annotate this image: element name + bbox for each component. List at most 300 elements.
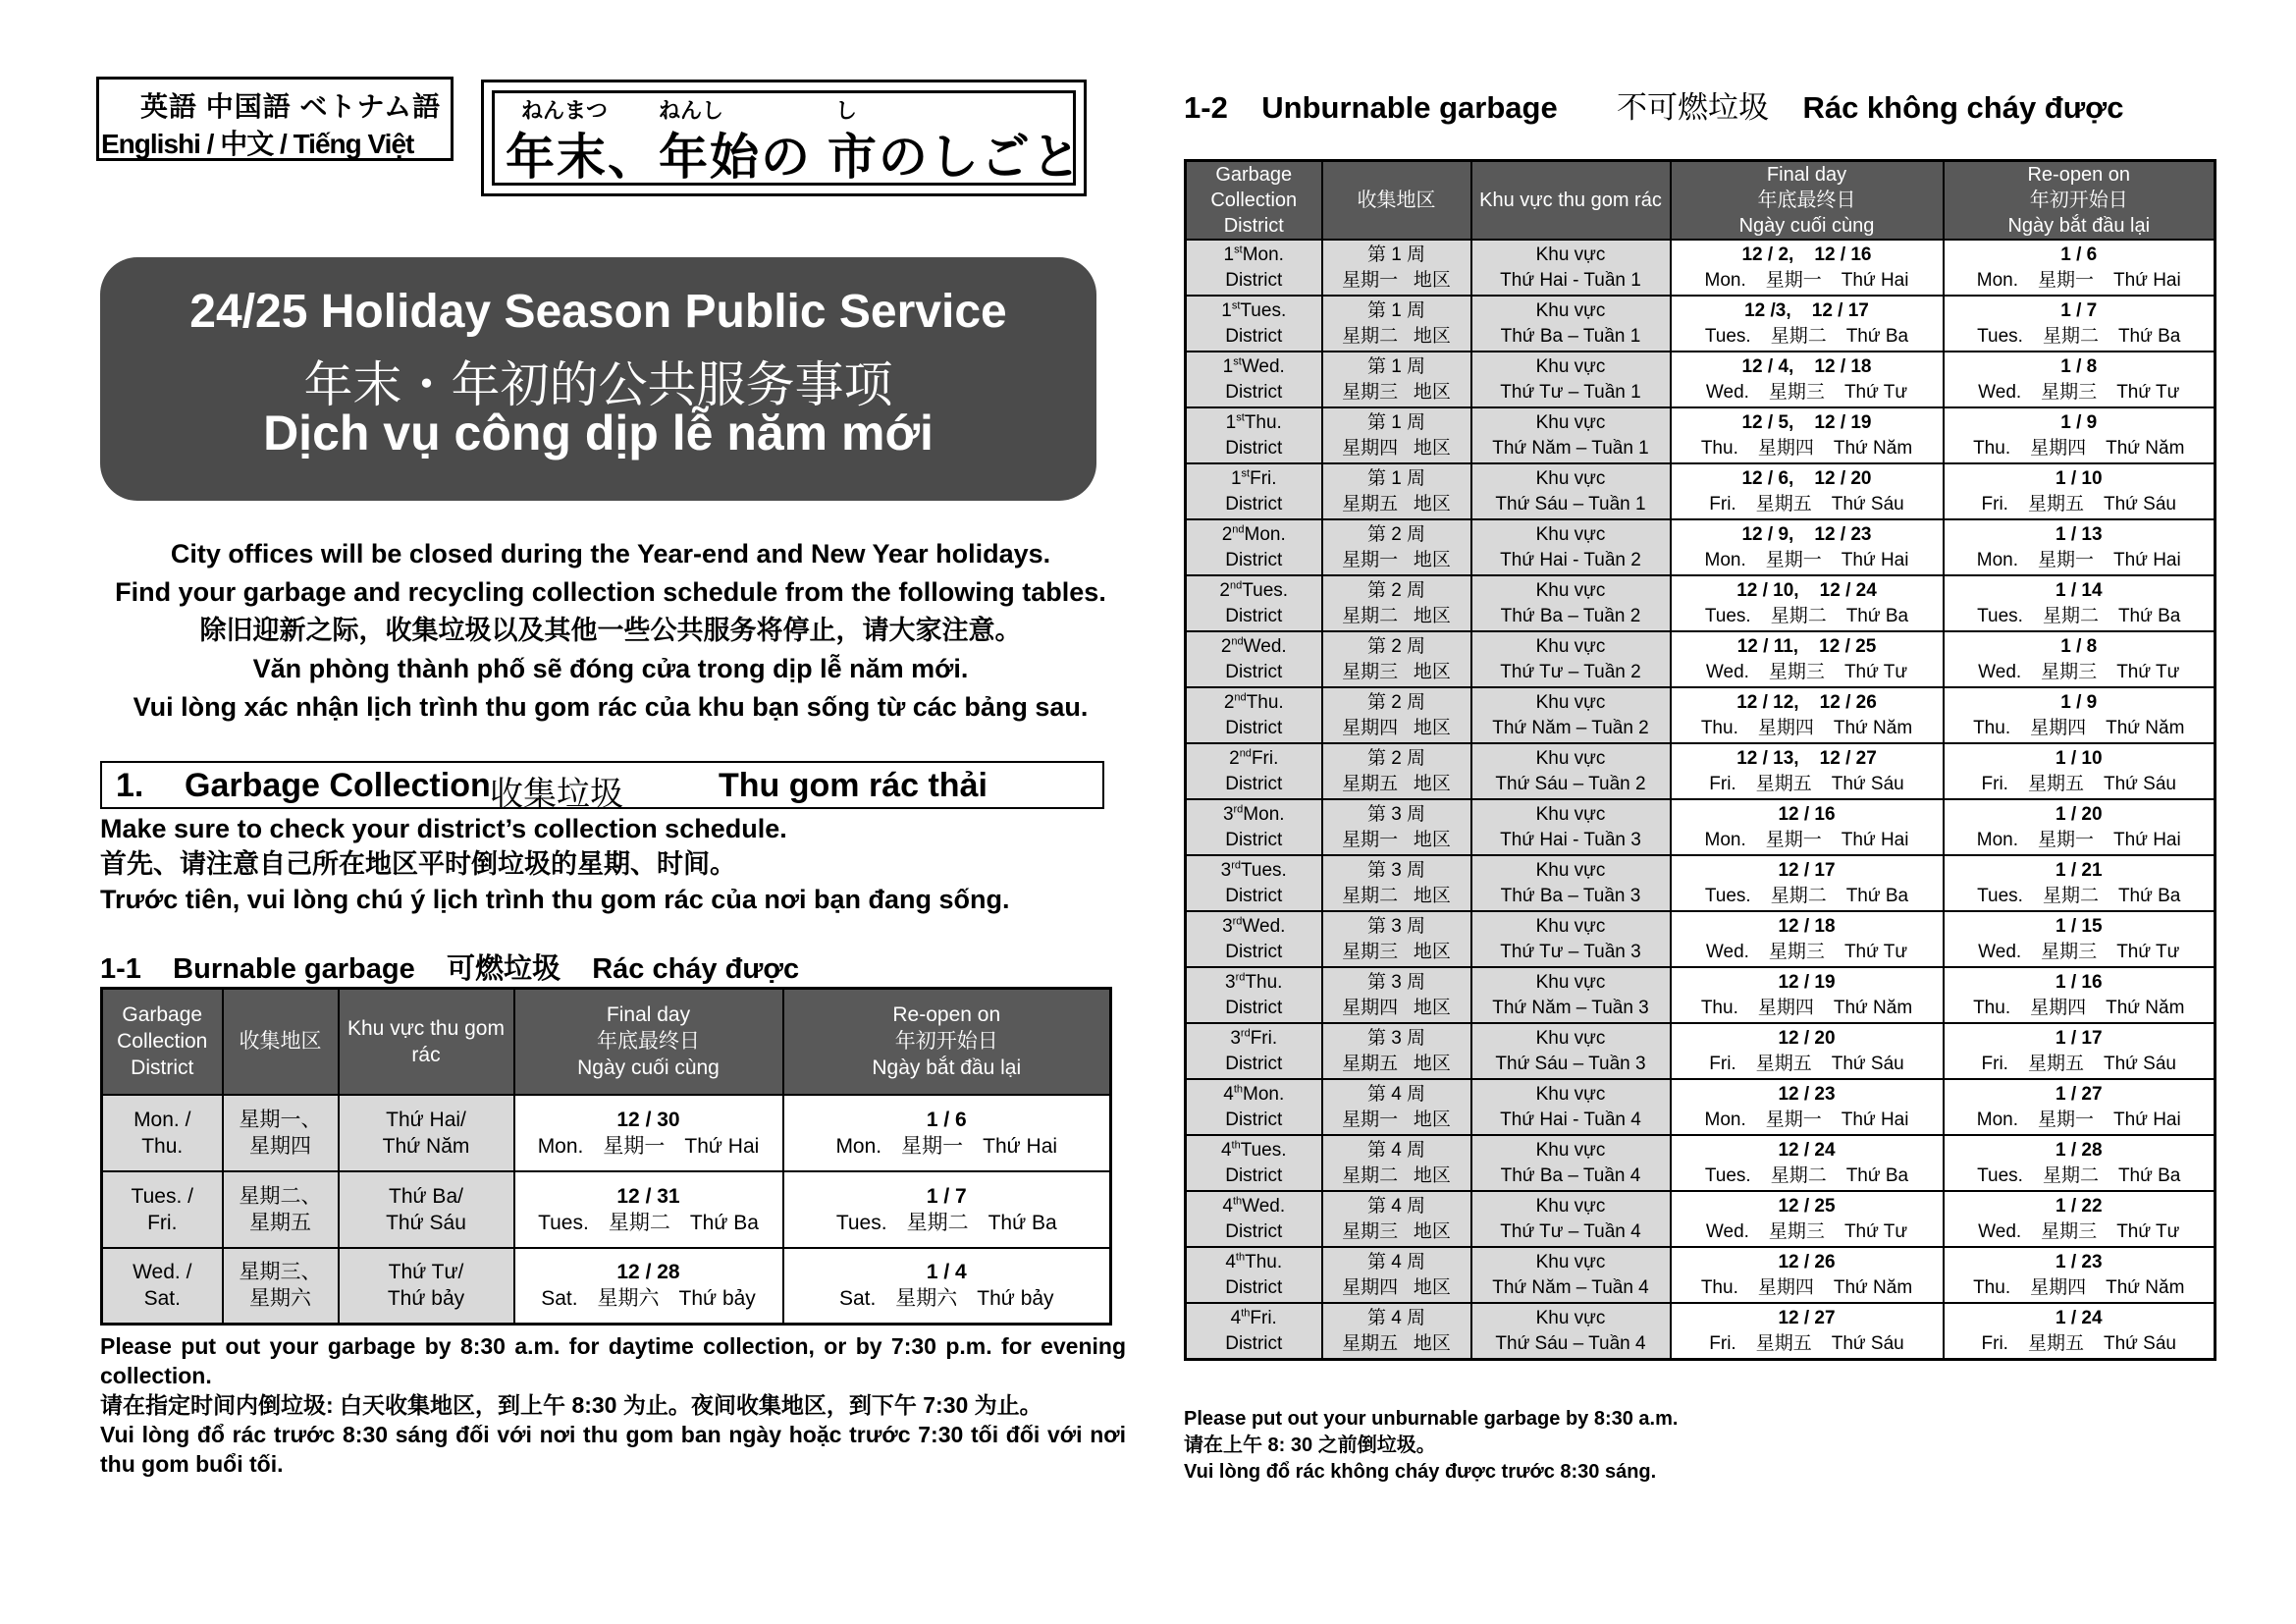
reopen-date: 1 / 21 (2055, 859, 2103, 881)
district-cn-cell (1322, 1303, 1471, 1360)
day-cn: 星期四 (1342, 1276, 1399, 1298)
intro-line: City offices will be closed during the Year-end and New Year holidays. (170, 539, 1051, 568)
reopen-cell (783, 1171, 1111, 1248)
final-date: 12 / 5, 12 / 19 (1741, 411, 1872, 433)
header-text: Final day (606, 1003, 691, 1027)
final-date: 12 / 30 (616, 1108, 680, 1131)
district-vn-cell (1471, 1191, 1671, 1247)
week-cn: 第 2 周 (1366, 635, 1426, 657)
area-cn: 地区 (1413, 381, 1451, 403)
area-cn: 地区 (1413, 661, 1451, 682)
cell-text: Thứ Năm (382, 1134, 470, 1158)
area-cn: 地区 (1413, 1164, 1451, 1186)
ordinal: 3 (1222, 803, 1234, 825)
area-cn: 地区 (1413, 941, 1451, 962)
ordinal: 4 (1222, 1195, 1233, 1217)
day-cn: 星期五 (1342, 1332, 1399, 1354)
district-cell (1186, 352, 1322, 407)
header-district-vn (339, 989, 514, 1095)
final-date: 12 / 19 (1778, 971, 1836, 993)
week-cn: 第 1 周 (1366, 467, 1426, 489)
day-en: Thu. (1245, 1251, 1283, 1272)
district-cn-cell (1322, 631, 1471, 687)
cell-text: 星期六 (249, 1287, 311, 1311)
reopen-date: 1 / 7 (2060, 299, 2098, 321)
header-text: Re-open on (892, 1003, 1001, 1027)
day-en: Tues. (1240, 299, 1287, 321)
district-cell (102, 1171, 223, 1248)
week-cn: 第 3 周 (1366, 971, 1426, 993)
cell-text: Khu vực (1535, 1027, 1606, 1049)
day-vn: Thứ Ba (988, 1211, 1057, 1234)
cell-text: District (1225, 1276, 1283, 1298)
ordinal: 1 (1225, 411, 1237, 433)
reopen-date: 1 / 23 (2055, 1251, 2103, 1272)
table-row (1186, 1079, 2216, 1135)
day-cn: 星期三 (2041, 941, 2098, 962)
table-row (1186, 296, 2216, 352)
day-cn: 星期四 (1757, 717, 1814, 738)
ordinal: 3 (1230, 1027, 1241, 1049)
cell-text: District (1225, 941, 1283, 962)
table-row (1186, 519, 2216, 575)
day-en: Thu. (1973, 437, 2011, 459)
district-cn-cell (1322, 687, 1471, 743)
cell-text: Khu vực (1535, 859, 1606, 881)
cell-text: District (1225, 1332, 1283, 1354)
header-final-day (1671, 161, 1944, 241)
day-vn: Thứ Năm (1833, 437, 1913, 459)
day-en: Wed. (1705, 661, 1749, 682)
header-final-day (514, 989, 783, 1095)
day-vn: Thứ Sáu (1831, 1332, 1904, 1354)
header-district-cn (1322, 161, 1471, 241)
cell-text: Sat. (143, 1287, 181, 1311)
day-cn: 星期二 (1770, 1164, 1827, 1186)
week-cn: 第 1 周 (1366, 244, 1426, 265)
banner-title-en: 24/25 Holiday Season Public Service (189, 286, 1007, 338)
cell-text: Khu vực (1535, 411, 1606, 433)
day-vn: Thứ Hai (684, 1134, 760, 1158)
cell-text: Khu vực (1535, 1307, 1606, 1328)
ordinal-suffix: th (1241, 1307, 1251, 1320)
day-en: Wed. (1978, 1220, 2022, 1242)
cell-text: Thứ Hai/ (386, 1108, 466, 1131)
final-day-cell (1671, 1079, 1944, 1135)
header-district-vn (1471, 161, 1671, 241)
reopen-cell (1944, 967, 2216, 1023)
final-day-cell (1671, 1247, 1944, 1303)
final-date: 12 / 16 (1778, 803, 1836, 825)
day-en: Tues. (538, 1211, 589, 1234)
day-vn: Thứ Sáu (2103, 773, 2176, 794)
day-vn: Thứ bảy (678, 1287, 756, 1311)
day-en: Wed. (1978, 941, 2022, 962)
cell-text: District (1225, 1109, 1283, 1130)
cell-text: Wed. / (133, 1261, 192, 1284)
header-text: 收集地区 (239, 1030, 322, 1054)
day-en: Thu. (1973, 997, 2011, 1018)
ordinal-suffix: nd (1239, 747, 1252, 760)
note-line: Please put out your garbage by 8:30 a.m. for daytime collection, or by 7:30 p.m. for evening collection. (100, 1333, 1126, 1388)
final-day-cell (1671, 240, 1944, 296)
week-cn: 第 3 周 (1366, 859, 1426, 881)
district-cn-cell (1322, 519, 1471, 575)
table-row (1186, 1247, 2216, 1303)
ordinal: 1 (1230, 467, 1242, 489)
day-en: Mon. (1976, 269, 2019, 291)
ordinal: 2 (1223, 691, 1235, 713)
day-cn: 星期五 (1342, 773, 1399, 794)
final-day-cell (1671, 463, 1944, 519)
reopen-date: 1 / 8 (2060, 355, 2098, 377)
district-cn-cell (1322, 1247, 1471, 1303)
ordinal: 3 (1220, 859, 1232, 881)
district-cell (102, 1095, 223, 1171)
cell-text: Khu vực (1535, 1251, 1606, 1272)
day-cn: 星期二 (2042, 605, 2099, 626)
day-vn: Thứ Tư (2116, 381, 2180, 403)
unburnable-notes (1184, 1406, 1678, 1486)
day-cn: 星期四 (1342, 997, 1399, 1018)
cell-text: Thứ bảy (387, 1287, 465, 1311)
final-date: 12 / 27 (1778, 1307, 1836, 1328)
table-row (1186, 1135, 2216, 1191)
week-cn: 第 1 周 (1366, 355, 1426, 377)
day-vn: Thứ Tư (1843, 661, 1908, 682)
day-cn: 星期五 (2027, 1053, 2084, 1074)
note-line: Vui lòng đổ rác trước 8:30 sáng đối với nơi thu gom ban ngày hoặc trước 7:30 tối đối với nơi thu gom buổi tối. (100, 1422, 1126, 1477)
district-vn-cell (1471, 519, 1671, 575)
section-number: 1. (116, 767, 144, 804)
district-cell (1186, 1079, 1322, 1135)
note-line: Please put out your unburnable garbage by 8:30 a.m. (1184, 1408, 1679, 1430)
reopen-date: 1 / 8 (2060, 635, 2098, 657)
final-day-cell (1671, 631, 1944, 687)
district-cn-cell (1322, 743, 1471, 799)
table-row (1186, 407, 2216, 463)
district-cell (1186, 911, 1322, 967)
day-cn: 星期三 (2041, 1220, 2098, 1242)
district-vn-cell (1471, 743, 1671, 799)
note-line: 请在上午 8: 30 之前倒垃圾。 (1184, 1435, 1436, 1456)
intro-line: 除旧迎新之际，收集垃圾以及其他一些公共服务将停止，请大家注意。 (199, 616, 1022, 645)
day-vn: Thứ Sáu (2103, 493, 2176, 514)
district-cell (1186, 1135, 1322, 1191)
district-vn-cell (1471, 463, 1671, 519)
district-cn-cell (1322, 911, 1471, 967)
ordinal: 2 (1219, 579, 1230, 601)
day-cn: 星期五 (2027, 1332, 2084, 1354)
table-row (1186, 855, 2216, 911)
day-cn: 星期三 (2041, 661, 2098, 682)
reopen-cell (1944, 687, 2216, 743)
district-cn-cell (223, 1171, 339, 1248)
ordinal-suffix: nd (1234, 691, 1247, 704)
cell-text: 星期四 (249, 1134, 311, 1158)
reopen-date: 1 / 22 (2055, 1195, 2103, 1217)
district-cn-cell (1322, 352, 1471, 407)
section-1-heading (100, 761, 1104, 813)
header-text: Garbage (122, 1003, 203, 1027)
day-en: Fri. (1981, 773, 2008, 794)
ordinal-suffix: rd (1231, 859, 1242, 872)
cell-text: Khu vực (1535, 467, 1606, 489)
ordinal: 2 (1229, 747, 1240, 769)
ordinal: 4 (1225, 1251, 1236, 1272)
district-vn-cell (1471, 1247, 1671, 1303)
cell-text: Khu vực (1535, 747, 1606, 769)
day-vn: Thứ Hai (1841, 549, 1909, 570)
day-vn: Thứ Ba (1845, 1164, 1909, 1186)
reopen-cell (783, 1248, 1111, 1325)
reopen-date: 1 / 7 (926, 1184, 967, 1208)
day-cn: 星期二 (2042, 885, 2099, 906)
district-cell (1186, 631, 1322, 687)
section-line: Make sure to check your district’s collection schedule. (100, 814, 787, 843)
table-row (1186, 1023, 2216, 1079)
day-cn: 星期一 (1765, 1109, 1822, 1130)
day-en: Fri. (1250, 1027, 1278, 1049)
day-en: Tues. (1977, 1164, 2023, 1186)
day-en: Wed. (1243, 635, 1287, 657)
header-text: Final day (1766, 164, 1847, 186)
day-cn: 星期三 (1768, 941, 1825, 962)
day-cn: 星期四 (2030, 1276, 2087, 1298)
cell-text: Khu vực (1535, 971, 1606, 993)
day-cn: 星期三 (1768, 661, 1825, 682)
table-row (1186, 631, 2216, 687)
final-date: 12 / 23 (1778, 1083, 1836, 1105)
day-vn: Thứ Tư (2116, 1220, 2180, 1242)
day-cn: 星期一 (1765, 269, 1822, 291)
day-vn: Thứ bảy (977, 1287, 1054, 1311)
day-en: Wed. (1242, 1195, 1286, 1217)
day-cn: 星期一 (1342, 1109, 1399, 1130)
ordinal: 1 (1221, 299, 1232, 321)
ordinal-suffix: st (1231, 299, 1241, 312)
day-en: Fri. (1981, 1332, 2008, 1354)
day-en: Tues. (1241, 859, 1287, 881)
header-text: 年底最终日 (1757, 189, 1856, 211)
reopen-date: 1 / 10 (2055, 467, 2103, 489)
table-row (1186, 1303, 2216, 1360)
table-row (1186, 575, 2216, 631)
heading-num: 1-1 (100, 953, 141, 985)
reopen-date: 1 / 28 (2055, 1139, 2103, 1161)
week-cn: 第 4 周 (1366, 1307, 1426, 1328)
cell-text: Tues. / (131, 1184, 193, 1208)
cell-text: Khu vực (1535, 691, 1606, 713)
ordinal: 3 (1225, 971, 1236, 993)
day-cn: 星期一 (2038, 549, 2095, 570)
final-day-cell (1671, 967, 1944, 1023)
area-cn: 地区 (1413, 997, 1451, 1018)
day-cn: 星期二 (1770, 325, 1827, 347)
reopen-cell (1944, 352, 2216, 407)
district-vn-cell (1471, 575, 1671, 631)
ordinal: 3 (1222, 915, 1233, 937)
ordinal-suffix: rd (1240, 1027, 1251, 1040)
cell-text: District (1225, 493, 1283, 514)
day-week-vn: Thứ Sáu – Tuần 2 (1495, 773, 1646, 794)
day-vn: Thứ Tư (2116, 661, 2180, 682)
heading-cn: 可燃垃圾 (446, 953, 561, 985)
cell-text: District (1225, 605, 1283, 626)
reopen-date: 1 / 15 (2055, 915, 2103, 937)
day-en: Mon. (1243, 1083, 1285, 1105)
day-cn: 星期一 (2038, 269, 2095, 291)
header-text: Collection (117, 1030, 208, 1054)
district-vn-cell (339, 1248, 514, 1325)
banner-title-cn: 年末・年初的公共服务事项 (303, 357, 893, 412)
district-vn-cell (1471, 1303, 1671, 1360)
day-vn: Thứ Hai (2113, 269, 2181, 291)
table-row (1186, 1191, 2216, 1247)
day-vn: Thứ Hai (2113, 829, 2181, 850)
district-cn-cell (1322, 1191, 1471, 1247)
day-vn: Thứ Hai (2113, 549, 2181, 570)
header-text: Khu vực thu gom rác (347, 1016, 505, 1066)
day-en: Thu. (1700, 997, 1738, 1018)
district-cell (1186, 799, 1322, 855)
area-cn: 地区 (1413, 1109, 1451, 1130)
day-en: Tues. (1704, 885, 1751, 906)
final-date: 12 / 2, 12 / 16 (1741, 244, 1872, 265)
ordinal-suffix: st (1233, 355, 1242, 368)
reopen-date: 1 / 10 (2055, 747, 2103, 769)
reopen-cell (1944, 1191, 2216, 1247)
district-cn-cell (223, 1095, 339, 1171)
ordinal-suffix: st (1234, 244, 1243, 256)
header-district (102, 989, 223, 1095)
day-cn: 星期一 (1342, 829, 1399, 850)
final-date: 12 / 25 (1778, 1195, 1836, 1217)
day-en: Mon. (1704, 269, 1746, 291)
note-line: Vui lòng đổ rác không cháy được trước 8:30 sáng. (1184, 1461, 1657, 1483)
intro-text (100, 535, 1121, 727)
day-en: Wed. (1242, 915, 1286, 937)
district-cn-cell (1322, 799, 1471, 855)
final-date: 12 /3, 12 / 17 (1744, 299, 1869, 321)
reopen-cell (1944, 407, 2216, 463)
day-vn: Thứ Năm (2106, 997, 2185, 1018)
day-vn: Thứ Ba (1845, 885, 1909, 906)
day-en: Wed. (1978, 661, 2022, 682)
day-cn: 星期四 (2030, 717, 2087, 738)
reopen-date: 1 / 24 (2055, 1307, 2103, 1328)
header-text: Collection (1210, 189, 1298, 211)
header-text: Khu vực thu gom rác (1479, 189, 1662, 211)
day-cn: 星期四 (2030, 997, 2087, 1018)
final-day-cell (1671, 911, 1944, 967)
day-cn: 星期三 (1768, 1220, 1825, 1242)
day-en: Fri. (1709, 773, 1736, 794)
day-en: Mon. (1704, 549, 1746, 570)
table-row (1186, 743, 2216, 799)
day-en: Tues. (1240, 1139, 1287, 1161)
section-line: 首先、请注意自己所在地区平时倒垃圾的星期、时间。 (100, 849, 736, 879)
day-cn: 星期三 (1768, 381, 1825, 403)
district-cell (1186, 575, 1322, 631)
table-row (102, 1248, 1111, 1325)
district-vn-cell (1471, 1079, 1671, 1135)
day-cn: 星期二 (2042, 1164, 2099, 1186)
final-day-cell (1671, 575, 1944, 631)
week-cn: 第 2 周 (1366, 579, 1426, 601)
section-title-cn: 收集垃圾 (490, 776, 623, 813)
final-date: 12 / 24 (1778, 1139, 1836, 1161)
week-cn: 第 1 周 (1366, 299, 1426, 321)
day-en: Wed. (1978, 381, 2022, 403)
ordinal-suffix: rd (1232, 915, 1243, 928)
cell-text: Khu vực (1535, 1195, 1606, 1217)
day-week-vn: Thứ Năm – Tuần 1 (1492, 437, 1649, 459)
header-text: Ngày bắt đầu lại (872, 1056, 1022, 1080)
header-text: District (1223, 215, 1284, 237)
day-en: Tues. (1704, 325, 1751, 347)
final-day-cell (1671, 352, 1944, 407)
day-en: Fri. (1981, 493, 2008, 514)
day-vn: Thứ Ba (689, 1211, 759, 1234)
day-week-vn: Thứ Ba – Tuần 1 (1500, 325, 1641, 347)
header-text: Ngày cuối cùng (1738, 215, 1875, 237)
day-en: Mon. (835, 1134, 882, 1158)
day-en: Tues. (1977, 885, 2023, 906)
district-vn-cell (1471, 1023, 1671, 1079)
reopen-date: 1 / 27 (2055, 1083, 2103, 1105)
unburnable-heading (1184, 82, 2123, 127)
day-en: Wed. (1241, 355, 1285, 377)
final-day-cell (1671, 519, 1944, 575)
reopen-cell (1944, 1247, 2216, 1303)
day-en: Fri. (1250, 467, 1277, 489)
intro-line: Văn phòng thành phố sẽ đóng cửa trong dịp lễ năm mới. (252, 654, 969, 683)
day-en: Wed. (1705, 941, 1749, 962)
cell-text: District (1225, 661, 1283, 682)
reopen-date: 1 / 14 (2055, 579, 2103, 601)
final-date: 12 / 9, 12 / 23 (1741, 523, 1872, 545)
header-text: 收集地区 (1357, 189, 1436, 211)
day-vn: Thứ Ba (1845, 605, 1909, 626)
cell-text: Thứ Ba/ (389, 1184, 463, 1208)
day-cn: 星期一 (901, 1134, 964, 1158)
reopen-cell (1944, 296, 2216, 352)
day-week-vn: Thứ Hai - Tuần 2 (1500, 549, 1641, 570)
district-cell (1186, 1247, 1322, 1303)
ordinal-suffix: st (1236, 411, 1245, 424)
ordinal: 1 (1222, 355, 1234, 377)
day-week-vn: Thứ Ba – Tuần 2 (1500, 605, 1641, 626)
area-cn: 地区 (1413, 549, 1451, 570)
day-week-vn: Thứ Ba – Tuần 3 (1500, 885, 1641, 906)
day-cn: 星期五 (2027, 493, 2084, 514)
day-vn: Thứ Sáu (1831, 493, 1904, 514)
day-cn: 星期三 (2041, 381, 2098, 403)
area-cn: 地区 (1413, 885, 1451, 906)
reopen-cell (1944, 743, 2216, 799)
reopen-cell (1944, 911, 2216, 967)
district-cell (1186, 1303, 1322, 1360)
final-day-cell (1671, 1191, 1944, 1247)
reopen-date: 1 / 20 (2055, 803, 2103, 825)
cell-text: District (1225, 437, 1283, 459)
day-en: Mon. (1976, 549, 2019, 570)
district-cn-cell (1322, 967, 1471, 1023)
reopen-date: 1 / 9 (2060, 411, 2098, 433)
day-en: Tues. (1242, 579, 1289, 601)
cell-text: Khu vực (1535, 1139, 1606, 1161)
